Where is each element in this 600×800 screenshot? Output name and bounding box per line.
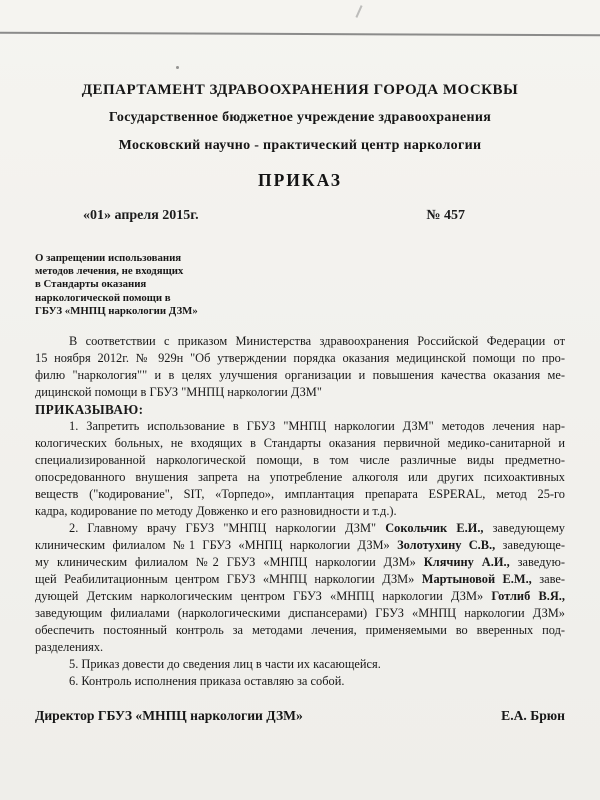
paragraph-line: 6. Контроль исполнения приказа оставляю за собой. [69, 674, 345, 689]
paragraph-line: опосредованного внушения запрета на употребление алкоголя или других психоактивных [35, 470, 565, 485]
document-number: № 457 [426, 208, 465, 223]
date-number-row [35, 206, 565, 226]
subject-line: методов лечения, не входящих [35, 265, 184, 278]
scan-diagonal-artifact [355, 5, 362, 18]
subject-line: в Стандарты оказания [35, 278, 147, 291]
paragraph-line: обеспечить постоянный контроль за методами лечения, применяемыми во вверенных под- [35, 623, 565, 638]
signature-position: Директор ГБУЗ «МНПЦ наркологии ДЗМ» [35, 708, 303, 724]
signature-name: Е.А. Брюн [501, 708, 565, 724]
paragraph-line: специализированной наркологической помощи, в том числе различные виды предметно- [35, 453, 565, 468]
subject-line: ГБУЗ «МНПЦ наркологии ДЗМ» [35, 304, 198, 317]
paragraph-line: веществ ("кодирование", SIT, «Торпедо», имплантация препарата ESPERAL, метод 25-го [35, 487, 565, 502]
scan-speck-artifact [176, 66, 179, 69]
paragraph-prikazyvayu [35, 401, 565, 418]
paragraph-item-5 [35, 656, 565, 673]
subject-line: наркологической помощи в [35, 291, 171, 304]
paragraph-line: щей Реабилитационным центром ГБУЗ «МНПЦ наркологии ДЗМ» Мартыновой Е.М., заве- [35, 572, 565, 587]
paragraph-item-1 [35, 418, 565, 520]
subject-line: О запрещении использования [35, 252, 182, 264]
institution-name: Московский научно - практический центр наркологии [118, 138, 482, 153]
paragraph-intro [35, 333, 565, 401]
paragraph-line: 5. Приказ довести до сведения лиц в части их касающейся. [69, 657, 381, 672]
scan-edge-line-artifact [0, 32, 600, 36]
paragraph-line: филю "наркология"" и в целях улучшения организации и повышения качества оказания ме- [35, 368, 565, 383]
paragraph-line: дицинской помощи в ГБУЗ "МНПЦ наркологии ДЗМ" [35, 385, 322, 400]
paragraph-line: му клиническим филиалом №2 ГБУЗ «МНПЦ наркологии ДЗМ» Клячину А.И., заведую- [35, 555, 565, 570]
letterhead [35, 76, 565, 160]
department-name: ДЕПАРТАМЕНТ ЗДРАВООХРАНЕНИЯ ГОРОДА МОСКВЫ [81, 82, 519, 98]
institution-type: Государственное бюджетное учреждение здравоохранения [108, 110, 492, 125]
document-body [35, 333, 565, 690]
subject-block [35, 252, 235, 318]
document-type-title: ПРИКАЗ [257, 170, 343, 190]
paragraph-line: ПРИКАЗЫВАЮ: [35, 402, 144, 418]
paragraph-line: В соответствии с приказом Министерства здравоохранения Российской Федерации от [69, 334, 565, 349]
paragraph-item-6 [35, 673, 565, 690]
document-date: «01» апреля 2015г. [83, 208, 199, 223]
paragraph-line: клиническим филиалом №1 ГБУЗ «МНПЦ наркологии ДЗМ» Золотухину С.В., заведующе- [35, 538, 565, 553]
paragraph-line: заведующим филиалами (наркологическими диспансерами) ГБУЗ «МНПЦ наркологии ДЗМ» [35, 606, 565, 621]
signature-row [35, 706, 565, 726]
paragraph-line: кологических больных, не входящих в Стандарты оказания первичной медико-санитарной и [35, 436, 565, 451]
paragraph-line: 15 ноября 2012г. № 929н "Об утверждении порядка оказания медицинской помощи по про- [35, 351, 565, 366]
paragraph-line: дующей Детским наркологическим центром ГБУЗ «МНПЦ наркологии ДЗМ» Готлиб В.Я., [35, 589, 565, 604]
paragraph-line: кадра, кодирование по методу Довженко и его разновидности и т.д.). [35, 504, 397, 519]
paragraph-line: 1. Запретить использование в ГБУЗ "МНПЦ наркологии ДЗМ" методов лечения нар- [69, 419, 565, 434]
paragraph-line: разделениях. [35, 640, 104, 655]
paragraph-line: 2. Главному врачу ГБУЗ "МНПЦ наркологии ДЗМ" Сокольчик Е.И., заведующему [69, 521, 565, 536]
paragraph-item-2 [35, 520, 565, 656]
